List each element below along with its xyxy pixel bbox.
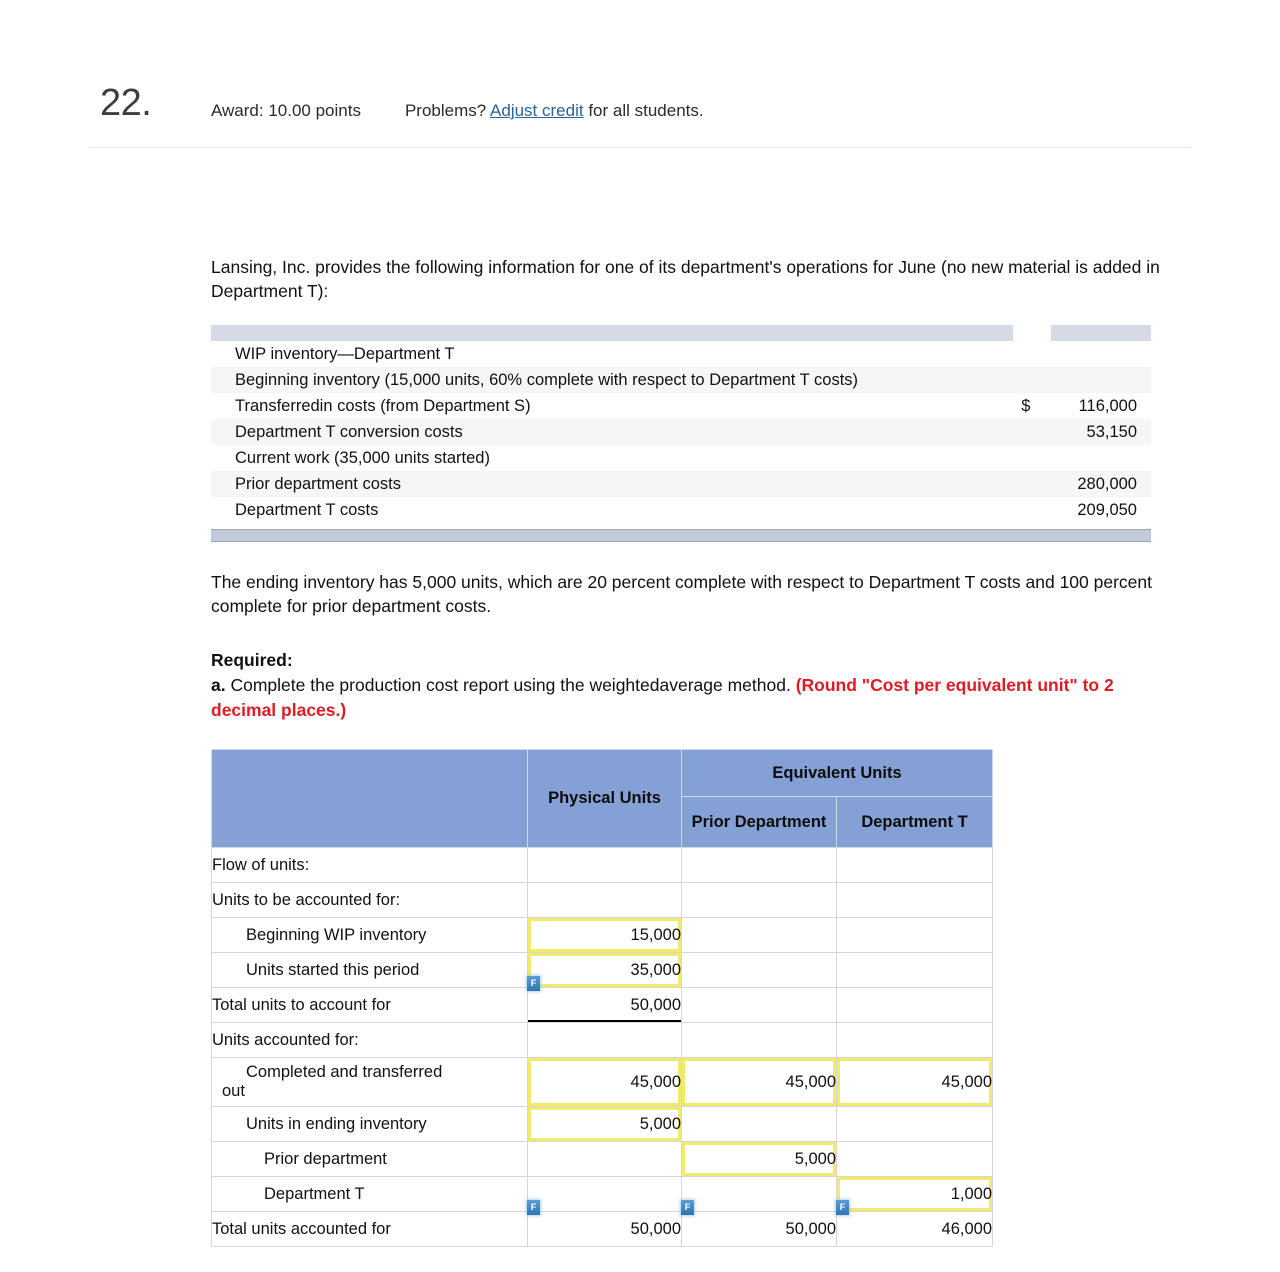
row-dept-t-cell (837, 918, 993, 953)
row-prior-cell (682, 1177, 837, 1212)
given-row-currency (1013, 367, 1051, 393)
row-dept-t-cell (837, 848, 993, 883)
row-dept-t-cell (837, 953, 993, 988)
row-prior-cell (682, 918, 837, 953)
row-label: Units in ending inventory (212, 1107, 528, 1142)
given-row-label: WIP inventory—Department T (235, 345, 455, 363)
formula-badge-icon: F (836, 1200, 849, 1215)
total-units-accounted-physical-value: 50,000 (630, 1219, 681, 1238)
prior-department-prior-input[interactable]: 5,000 (682, 1142, 837, 1177)
ending-inventory-paragraph: The ending inventory has 5,000 units, which are 20 percent complete with respect to Department T costs and 100 percent complete for prior department costs. (211, 572, 1153, 616)
given-row (211, 497, 1151, 523)
given-row-currency (1013, 497, 1051, 523)
row-label: Units accounted for: (212, 1023, 528, 1058)
required-item-letter: a. (211, 675, 226, 695)
problems-label: Problems? (404, 101, 487, 120)
given-row (211, 393, 1151, 419)
given-row-amount: 53,150 (1051, 419, 1151, 445)
total-units-accounted-physical (528, 1202, 682, 1247)
report-header-row-1 (212, 750, 993, 797)
strip-segment-gap (1013, 325, 1051, 341)
units-started-physical-input[interactable]: 35,000 (528, 953, 682, 988)
row-dept-t-cell (837, 883, 993, 918)
given-row-label: Transferredin costs (from Department S) (235, 397, 531, 415)
given-row-currency (1013, 419, 1051, 445)
given-row-label: Beginning inventory (15,000 units, 60% complete with respect to Department T costs) (211, 367, 1013, 393)
table-row (212, 1212, 993, 1247)
ending-inventory-physical-input[interactable]: 5,000 (528, 1107, 682, 1142)
report-header-description (212, 750, 528, 848)
given-row (211, 445, 1151, 471)
completed-transferred-physical-input[interactable]: 45,000 (528, 1058, 682, 1107)
department-t-dept-t-input[interactable]: 1,000 (837, 1177, 993, 1212)
question-body (211, 255, 1201, 1247)
row-physical-cell (528, 1177, 682, 1212)
given-row-label: Prior department costs (211, 471, 1013, 497)
table-row (212, 1177, 993, 1212)
row-label: Flow of units: (212, 848, 528, 883)
question-header (0, 0, 1280, 148)
given-row (211, 471, 1151, 497)
row-label: Units to be accounted for: (212, 883, 528, 918)
given-row-currency (1013, 341, 1051, 367)
row-prior-cell (682, 883, 837, 918)
total-units-accounted-prior-value: 50,000 (785, 1219, 836, 1238)
report-header-equivalent-units: Equivalent Units (682, 750, 993, 797)
row-dept-t-cell (837, 988, 993, 1023)
row-prior-cell (682, 1023, 837, 1058)
total-units-to-account-physical (528, 978, 682, 1023)
row-label: Total units to account for (212, 988, 528, 1023)
given-row-amount (1051, 341, 1151, 367)
given-row-amount: 209,050 (1077, 501, 1137, 519)
row-label: Units started this period (212, 953, 528, 988)
total-units-accounted-dept-t (837, 1202, 993, 1247)
row-label: Beginning WIP inventory (212, 918, 528, 953)
given-row (211, 367, 1151, 393)
given-table-bottom-strip (211, 530, 1151, 542)
problems-suffix: for all students. (588, 101, 704, 120)
row-dept-t-cell (837, 1107, 993, 1142)
row-label-line2: out (222, 1082, 245, 1100)
table-row (212, 1142, 993, 1177)
given-row-amount: 116,000 (1078, 397, 1137, 415)
intro-paragraph: Lansing, Inc. provides the following information for one of its department's operations for June (no new material is added in Department T): (211, 257, 1160, 301)
given-row-label: Department T costs (235, 501, 379, 519)
strip-segment-right (1051, 325, 1151, 341)
formula-badge-icon: F (681, 1200, 694, 1215)
table-row (212, 988, 993, 1023)
row-physical-cell (528, 1142, 682, 1177)
header-divider (90, 147, 1191, 148)
row-prior-cell (682, 988, 837, 1023)
row-physical-cell (528, 1023, 682, 1058)
question-meta (211, 101, 704, 121)
table-row (212, 918, 993, 953)
total-units-accounted-dept-t-value: 46,000 (941, 1219, 992, 1238)
formula-badge-icon: F (527, 976, 540, 991)
production-cost-report-table (211, 749, 993, 1247)
table-row (212, 953, 993, 988)
row-prior-cell (682, 1107, 837, 1142)
given-row-currency (1013, 471, 1051, 497)
given-data-table (211, 325, 1151, 542)
given-row (211, 341, 1151, 367)
completed-transferred-dept-t-input[interactable]: 45,000 (837, 1058, 993, 1107)
row-label: Prior department (212, 1142, 528, 1177)
table-row (212, 1107, 993, 1142)
adjust-credit-link[interactable]: Adjust credit (490, 101, 584, 120)
completed-transferred-prior-input[interactable]: 45,000 (682, 1058, 837, 1107)
given-row-label: Department T conversion costs (211, 419, 1013, 445)
total-units-to-account-value: 50,000 (630, 995, 681, 1014)
given-row-amount (1051, 367, 1151, 393)
row-dept-t-cell (837, 1023, 993, 1058)
row-label: Total units accounted for (212, 1212, 528, 1247)
given-row-currency (1013, 445, 1051, 471)
required-round-note: (Round "Cost per equivalent unit" to 2 decimal places.) (211, 675, 1114, 720)
award-label: Award: 10.00 points (211, 101, 361, 120)
question-number: 22. (100, 82, 152, 124)
row-label (212, 1058, 528, 1107)
given-row-label: Current work (35,000 units started) (235, 449, 490, 467)
row-label: Department T (212, 1177, 528, 1212)
total-units-accounted-prior (682, 1202, 837, 1247)
given-table-bottom-strip-cell (211, 530, 1151, 542)
production-cost-report (211, 749, 1201, 1247)
row-prior-cell (682, 848, 837, 883)
report-header-physical-units: Physical Units (528, 750, 682, 848)
given-table-top-strip (211, 325, 1151, 341)
required-section (211, 648, 1146, 723)
table-row (212, 883, 993, 918)
table-row (212, 1058, 993, 1107)
formula-badge-icon: F (527, 1200, 540, 1215)
given-row (211, 419, 1151, 445)
given-row-amount: 280,000 (1051, 471, 1151, 497)
row-physical-cell (528, 883, 682, 918)
row-prior-cell (682, 953, 837, 988)
row-dept-t-cell (837, 1142, 993, 1177)
required-title: Required: (211, 650, 293, 670)
row-physical-cell (528, 848, 682, 883)
beginning-wip-physical-input[interactable]: 15,000 (528, 918, 682, 953)
given-row-amount (1051, 445, 1151, 471)
report-header-department-t: Department T (837, 797, 993, 848)
strip-segment-left (211, 325, 1013, 341)
report-header-prior-department: Prior Department (682, 797, 837, 848)
required-item-text: Complete the production cost report using the weightedaverage method. (230, 675, 791, 695)
given-row-currency: $ (1021, 397, 1031, 415)
table-row (212, 848, 993, 883)
table-row (212, 1023, 993, 1058)
row-label-line1: Completed and transferred (246, 1063, 443, 1081)
